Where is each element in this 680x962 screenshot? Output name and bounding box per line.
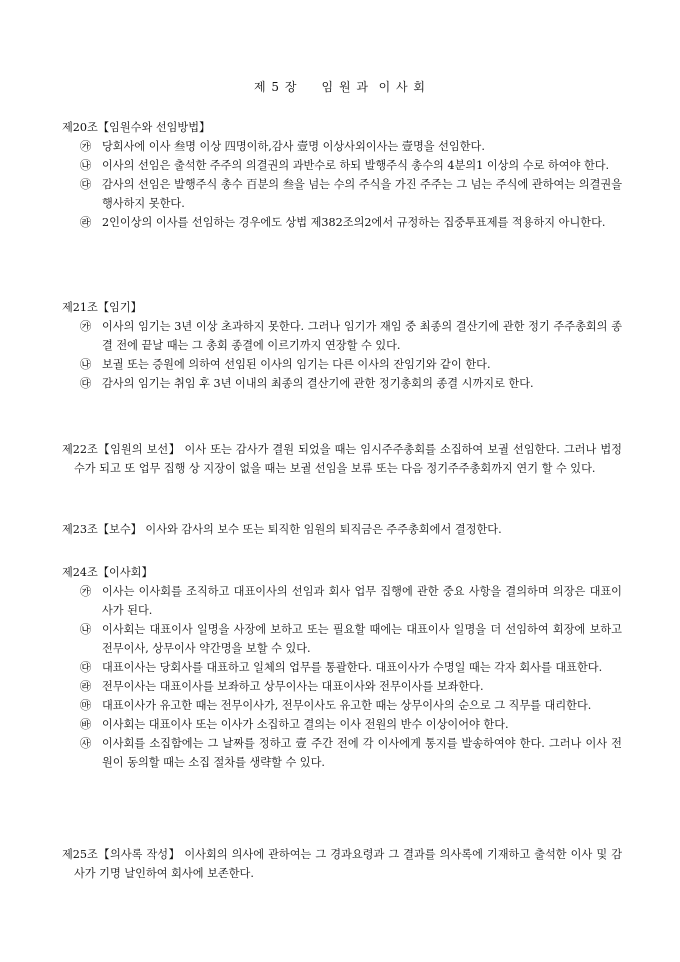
item-marker: ㉲ bbox=[80, 699, 92, 712]
article-22 bbox=[62, 440, 622, 478]
article-heading: 제21조【임기】 bbox=[62, 301, 142, 314]
list-item bbox=[62, 317, 622, 355]
item-text: 이사회는 대표이사 또는 이사가 소집하고 결의는 이사 전원의 반수 이상이어야 한다. bbox=[102, 718, 509, 731]
list-item bbox=[62, 677, 622, 696]
list-item bbox=[62, 374, 622, 393]
list-item bbox=[62, 213, 622, 232]
item-text: 당회사에 이사 叁명 이상 四명이하,감사 壹명 이상사외이사는 壹명을 선임한다. bbox=[102, 140, 485, 153]
article-text: 이사 또는 감사가 결원 되었을 때는 임시주주총회를 소집하여 보궐 선임한다. 그러나 법정수가 되고 또 업무 집행 상 지장이 없을 때는 보궐 선임을 보류 또는 다음 정기주주총회까지 연기 할 수 있다. bbox=[74, 443, 622, 475]
article-24 bbox=[62, 563, 622, 772]
article-heading: 제20조【임원수와 선임방법】 bbox=[62, 121, 211, 134]
item-marker: ㉳ bbox=[80, 718, 92, 731]
item-marker: ㉯ bbox=[80, 358, 92, 371]
article-heading: 제24조【이사회】 bbox=[62, 566, 153, 579]
item-text: 감사의 임기는 취임 후 3년 이내의 최종의 결산기에 관한 정기총회의 종결 시까지로 한다. bbox=[102, 377, 534, 390]
article-text: 이사회의 의사에 관하여는 그 경과요령과 그 결과를 의사록에 기재하고 출석한 이사 및 감사가 기명 날인하여 회사에 보존한다. bbox=[74, 848, 622, 880]
item-text: 이사의 선임은 출석한 주주의 의결권의 과반수로 하되 발행주식 총수의 4분의1 이상의 수로 하여야 한다. bbox=[102, 159, 610, 172]
item-text: 전무이사는 대표이사를 보좌하고 상무이사는 대표이사와 전무이사를 보좌한다. bbox=[102, 680, 484, 693]
item-marker: ㉯ bbox=[80, 623, 92, 636]
item-marker: ㉰ bbox=[80, 178, 92, 191]
item-text: 보궐 또는 증원에 의하여 선임된 이사의 임기는 다른 이사의 잔임기와 같이 한다. bbox=[102, 358, 491, 371]
list-item bbox=[62, 156, 622, 175]
item-text: 이사의 임기는 3년 이상 초과하지 못한다. 그러나 임기가 재임 중 최종의 결산기에 관한 정기 주주총회의 종결 전에 끝날 때는 그 총회 종결에 이르기까지 연장할 수 있다. bbox=[102, 320, 622, 352]
item-marker: ㉰ bbox=[80, 377, 92, 390]
article-25 bbox=[62, 845, 622, 883]
item-marker: ㉰ bbox=[80, 661, 92, 674]
item-text: 대표이사는 당회사를 대표하고 일체의 업무를 통괄한다. 대표이사가 수명일 때는 각자 회사를 대표한다. bbox=[102, 661, 603, 674]
item-text: 이사회를 소집함에는 그 날짜를 정하고 壹 주간 전에 각 이사에게 통지를 발송하여야 한다. 그러나 이사 전원이 동의할 때는 소집 절차를 생략할 수 있다. bbox=[102, 737, 622, 769]
item-text: 이사는 이사회를 조직하고 대표이사의 선임과 회사 업무 집행에 관한 중요 사항을 결의하며 의장은 대표이사가 된다. bbox=[102, 585, 622, 617]
article-paragraph bbox=[62, 845, 622, 883]
item-text: 이사회는 대표이사 일명을 사장에 보하고 또는 필요할 때에는 대표이사 일명을 더 선임하여 회장에 보하고 전무이사, 상무이사 약간명을 보할 수 있다. bbox=[102, 623, 622, 655]
article-heading: 제22조【임원의 보선】 bbox=[62, 443, 181, 456]
chapter-title: 제 5 장 임 원 과 이 사 회 bbox=[254, 80, 426, 94]
article-heading: 제25조【의사록 작성】 bbox=[62, 848, 181, 861]
list-item bbox=[62, 355, 622, 374]
article-text: 이사와 감사의 보수 또는 퇴직한 임원의 퇴직금은 주주총회에서 결정한다. bbox=[141, 523, 502, 536]
item-text: 2인이상의 이사를 선임하는 경우에도 상법 제382조의2에서 규정하는 집중투표제를 적용하지 아니한다. bbox=[102, 216, 606, 229]
item-marker: ㉯ bbox=[80, 159, 92, 172]
list-item bbox=[62, 715, 622, 734]
article-heading: 제23조【보수】 bbox=[62, 523, 142, 536]
article-21 bbox=[62, 298, 622, 393]
list-item bbox=[62, 658, 622, 677]
list-item bbox=[62, 696, 622, 715]
item-text: 감사의 선임은 발행주식 총수 百분의 叁을 넘는 수의 주식을 가진 주주는 그 넘는 주식에 관하여는 의결권을 행사하지 못한다. bbox=[102, 178, 622, 210]
item-marker: ㉴ bbox=[80, 737, 92, 750]
list-item bbox=[62, 175, 622, 213]
item-text: 대표이사가 유고한 때는 전무이사가, 전무이사도 유고한 때는 상무이사의 순으로 그 직무를 대리한다. bbox=[102, 699, 592, 712]
list-item bbox=[62, 582, 622, 620]
item-marker: ㉮ bbox=[80, 140, 92, 153]
list-item bbox=[62, 620, 622, 658]
article-paragraph bbox=[62, 440, 622, 478]
article-20 bbox=[62, 118, 622, 232]
item-marker: ㉱ bbox=[80, 216, 92, 229]
item-marker: ㉮ bbox=[80, 320, 92, 333]
list-item bbox=[62, 734, 622, 772]
item-marker: ㉱ bbox=[80, 680, 92, 693]
article-23 bbox=[62, 520, 622, 539]
list-item bbox=[62, 137, 622, 156]
item-marker: ㉮ bbox=[80, 585, 92, 598]
article-paragraph bbox=[62, 520, 622, 539]
